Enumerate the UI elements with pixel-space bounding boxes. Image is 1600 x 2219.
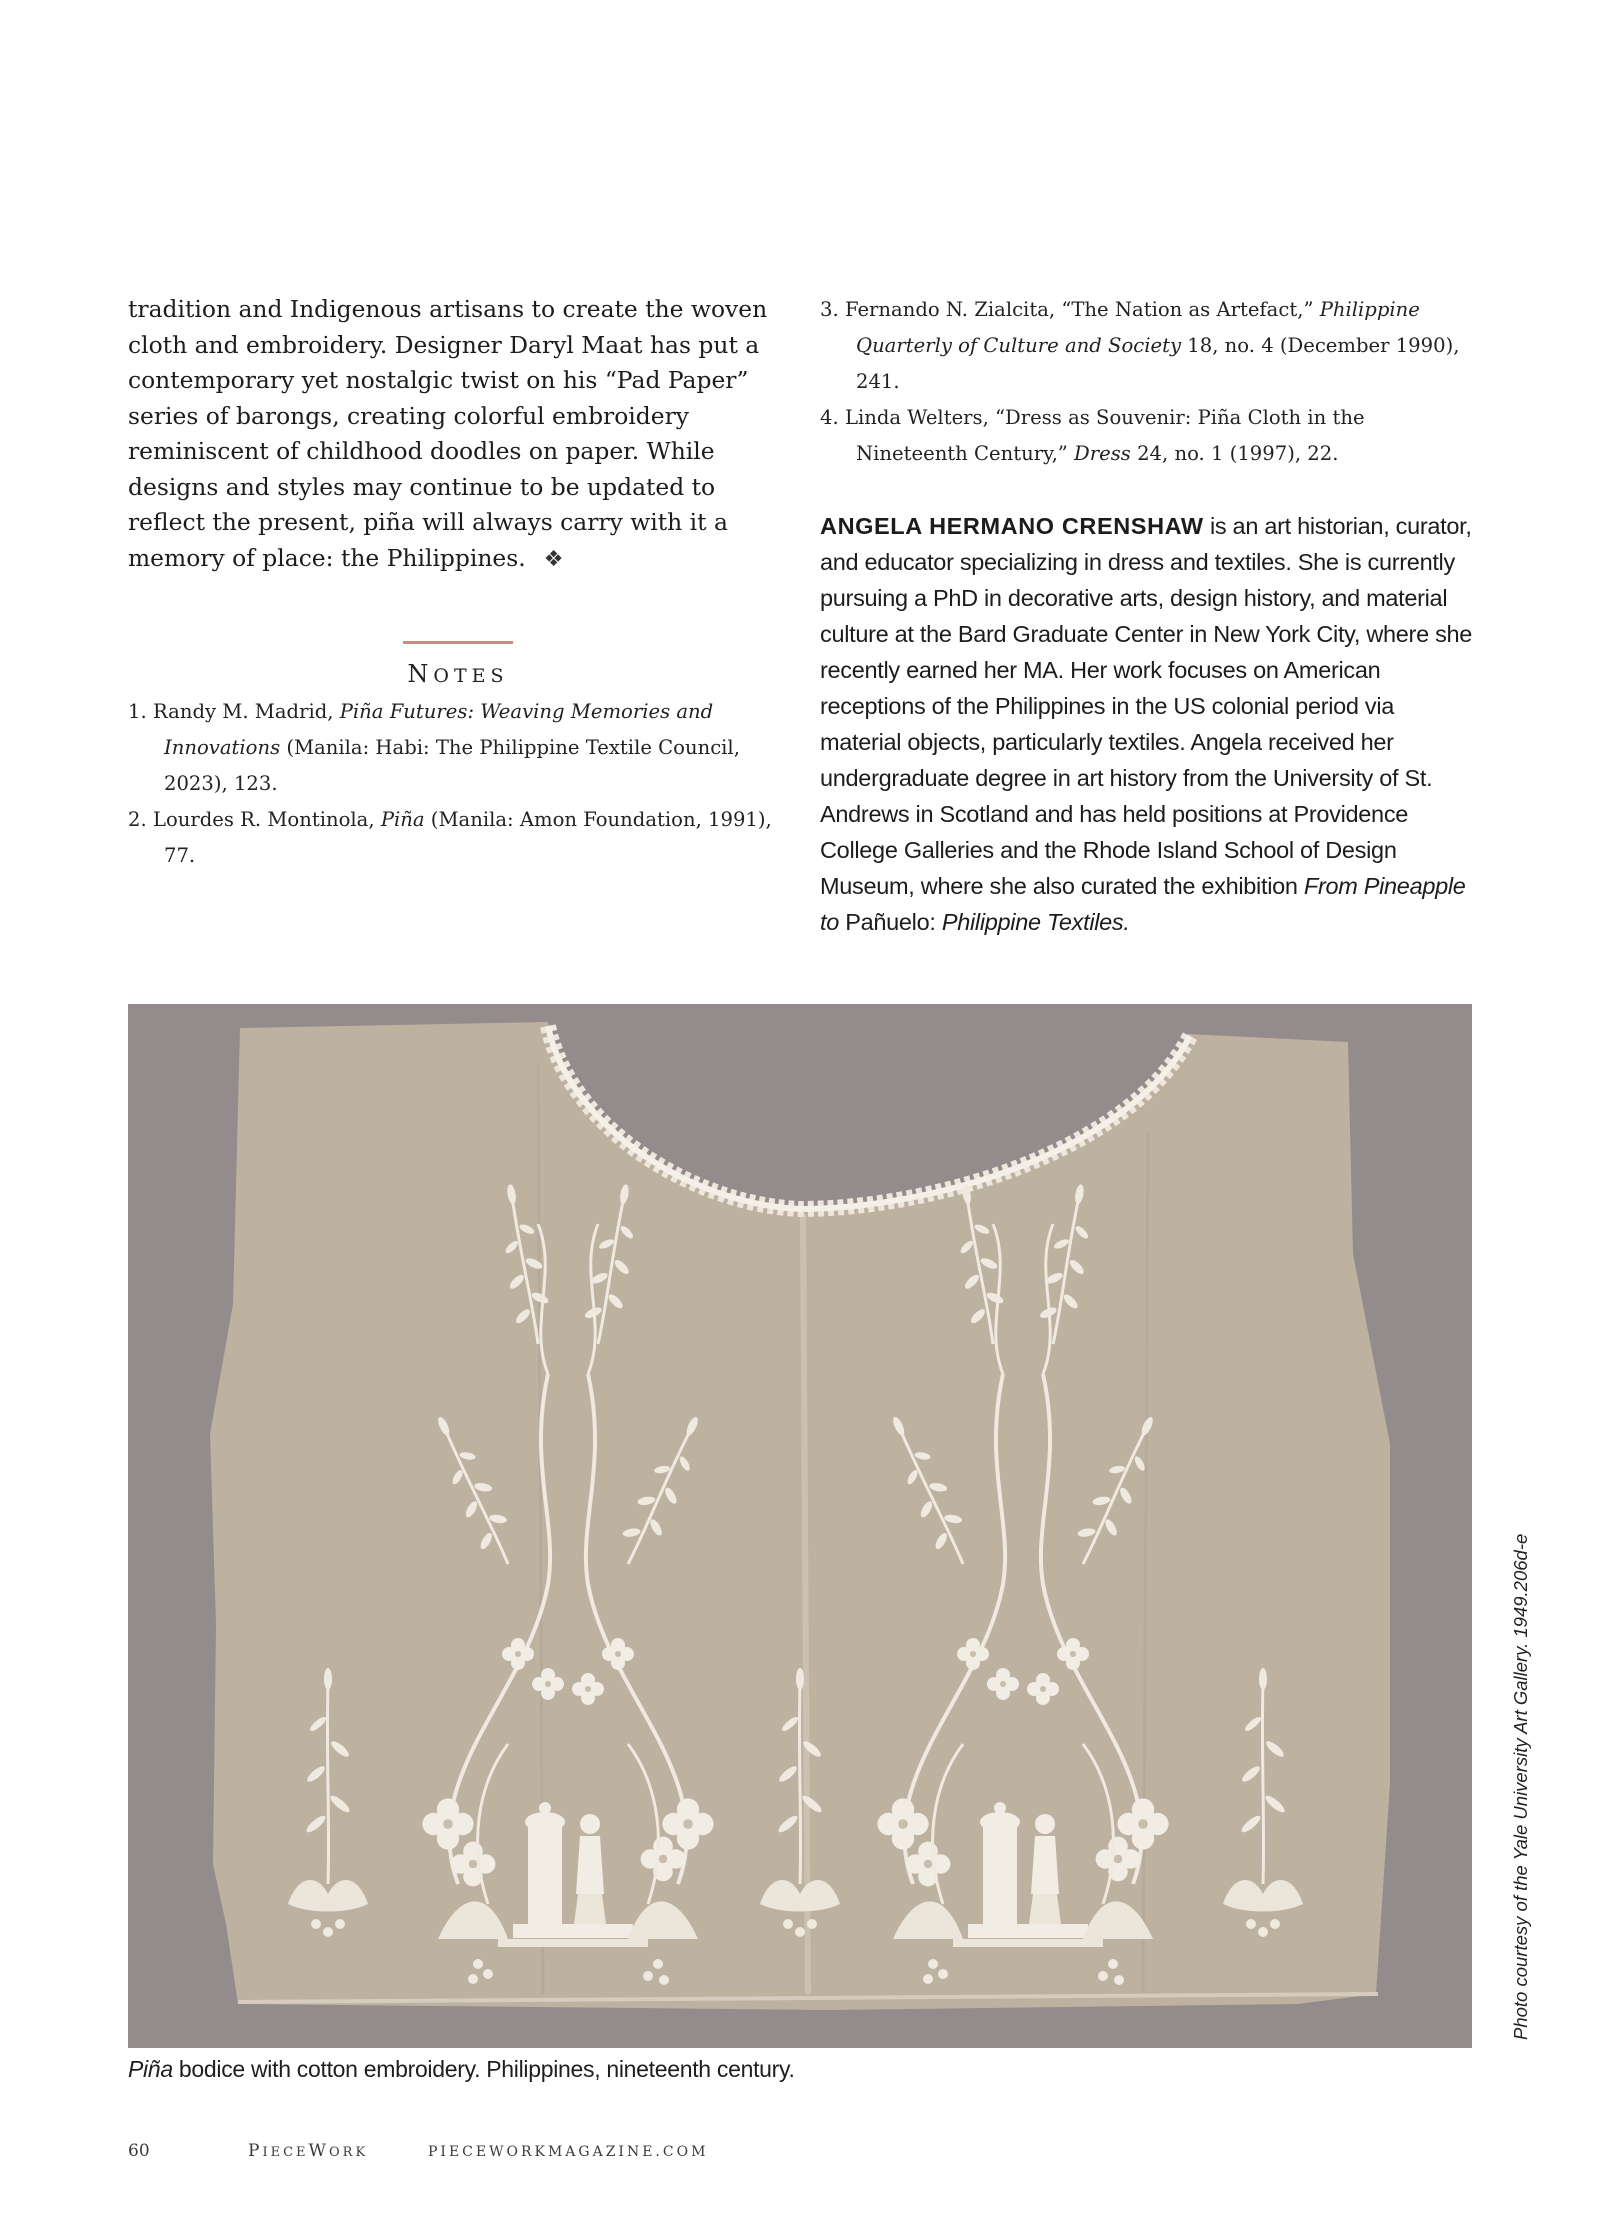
closing-paragraph-text: tradition and Indigenous artisans to create the woven cloth and embroidery. Designer Daryl Maat has put a contemporary yet nostalgic twist on his “Pad Paper” series of barongs, creating colorful embroidery reminiscent of childhood doodles on paper. While designs and styles may continue to be updated to reflect the present, piña will always carry with it a memory of place: the Philippines.: [128, 295, 768, 572]
note-2: [128, 802, 788, 874]
note-number: 4.: [820, 406, 839, 429]
page-number: 60: [128, 2141, 150, 2161]
note-4: [820, 400, 1480, 472]
note-text: 18, no. 4 (December 1990), 241.: [856, 334, 1460, 393]
note-text: Fernando N. Zialcita, “The Nation as Artefact,”: [844, 298, 1320, 321]
note-text: (Manila: Habi: The Philippine Textile Council, 2023), 123.: [164, 736, 740, 795]
exhibition-title-c: Philippine Textiles.: [941, 909, 1130, 935]
mag-letters: IECE: [262, 2145, 309, 2160]
note-title: Piña: [380, 808, 425, 831]
end-mark-icon: ❖: [543, 546, 564, 572]
bodice-illustration: [128, 1004, 1472, 2048]
note-text: 24, no. 1 (1997), 22.: [1130, 442, 1339, 465]
note-3: [820, 292, 1480, 400]
notes-divider: [403, 641, 513, 644]
right-column: [820, 292, 1480, 940]
notes-heading-rest: OTES: [433, 665, 509, 687]
exhibition-title-b: Pañuelo:: [839, 909, 942, 935]
magazine-url: PIECEWORKMAGAZINE.COM: [428, 2144, 709, 2160]
note-title: Philippine Quarterly of Culture and Society: [856, 298, 1420, 357]
mag-letter: W: [308, 2141, 329, 2161]
note-1: [128, 694, 788, 802]
pina-bodice-photo: [128, 1004, 1472, 2048]
note-number: 3.: [820, 298, 839, 321]
magazine-name: [248, 2141, 428, 2161]
left-column: [128, 292, 788, 874]
note-title: Dress: [1074, 442, 1131, 465]
note-text: Randy M. Madrid,: [152, 700, 340, 723]
photo-credit: Photo courtesy of the Yale University Art Gallery. 1949.206d-e: [1510, 1533, 1531, 2040]
caption-italic: Piña: [128, 2056, 173, 2082]
notes-heading-initial: N: [407, 660, 434, 688]
caption-text: bodice with cotton embroidery. Philippines, nineteenth century.: [172, 2056, 795, 2082]
note-text: Linda Welters, “Dress as Souvenir: Piña Cloth in the Nineteenth Century,”: [844, 406, 1365, 465]
bio-text: is an art historian, curator, and educator specializing in dress and textiles. She is currently pursuing a PhD in decorative arts, design history, and material culture at the Bard Graduate Center in New York City, where she recently earned her MA. Her work focuses on American receptions of the Philippines in the US colonial period via material objects, particularly textiles. Angela received her undergraduate degree in art history from the University of St. Andrews in Scotland and has held positions at Providence College Galleries and the Rhode Island School of Design Museum, where she also curated the exhibition: [820, 513, 1473, 899]
note-number: 2.: [128, 808, 147, 831]
mag-letters: ORK: [329, 2145, 369, 2160]
mag-letter: P: [248, 2141, 263, 2161]
article-closing-paragraph: [128, 292, 788, 577]
note-text: Lourdes R. Montinola,: [152, 808, 381, 831]
author-bio: [820, 508, 1480, 940]
note-title: Piña Futures: Weaving Memories and Innovations: [164, 700, 714, 759]
page-footer: [128, 2141, 1028, 2161]
figure-caption: [128, 2056, 1328, 2083]
notes-heading: [128, 660, 788, 688]
note-text: (Manila: Amon Foundation, 1991), 77.: [164, 808, 772, 867]
note-number: 1.: [128, 700, 147, 723]
author-name: ANGELA HERMANO CRENSHAW: [820, 513, 1204, 539]
exhibition-title-a: From Pineapple to: [820, 873, 1466, 935]
